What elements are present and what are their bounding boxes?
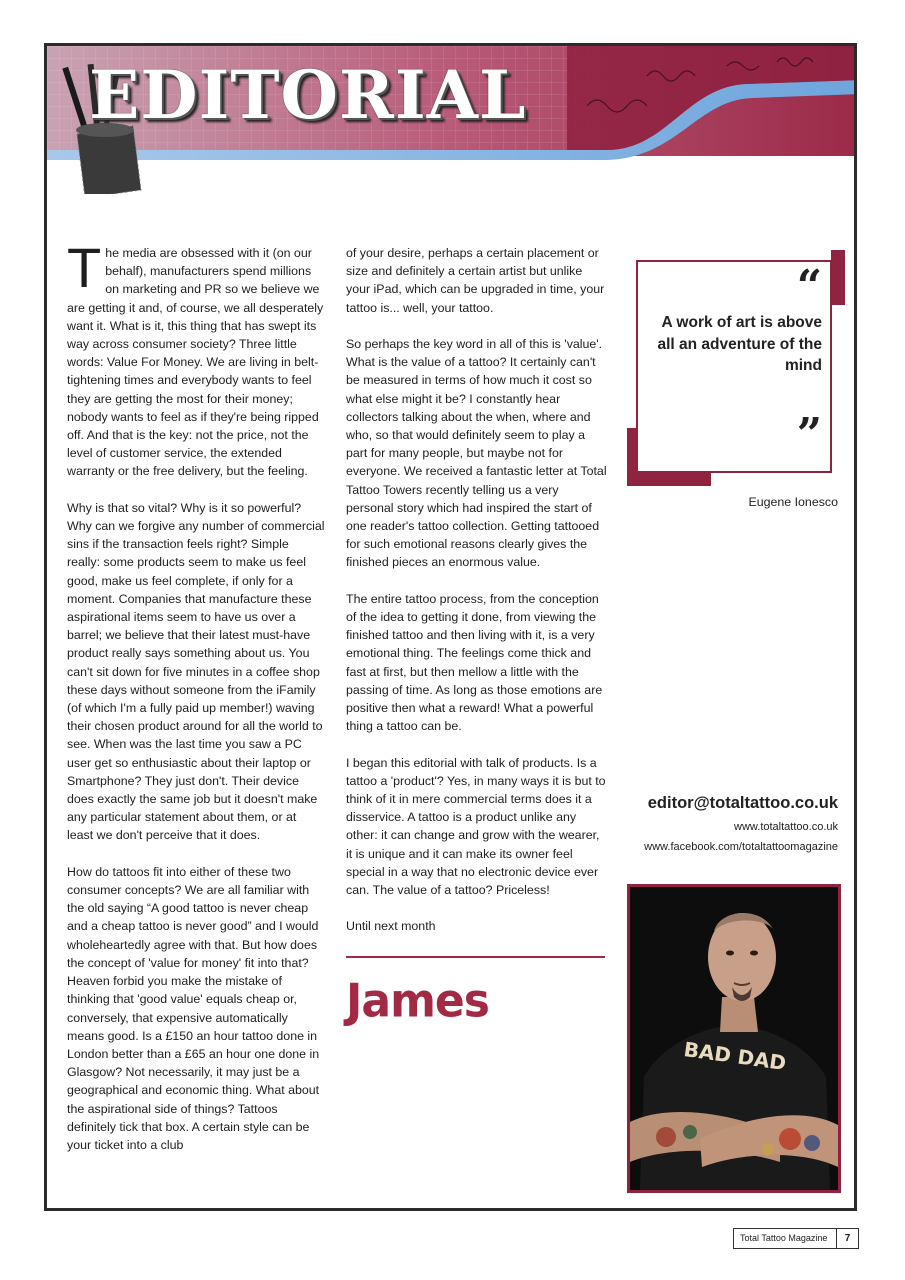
article-paragraph: I began this editorial with talk of products. Is a tattoo a 'product'? Yes, in many ways it is but to think of it in mere commercial terms does it a disservice. A tattoo is a product unlike any other: it can change and grow with the wearer, it is unique and it can make its owner feel special in a way that no electronic device ever can. The value of a tattoo? Priceless! [346, 755, 606, 898]
quote-box [636, 260, 832, 473]
paragraph-text: he media are obsessed with it (on our behalf), manufacturers spend millions on marketing and PR so we believe we are getting it and, of course, we all desperately want it. What is it, this thing that has swept its way across consumer society? Three little words: Value For Money. We are living in belt-tightening times and everybody wants to feel they are getting the most for their money; nobody wants to feel as if they're being ripped off. And that is the key: not the price, not the level of customer service, the extended warranty or the free delivery, but the feeling. [67, 246, 324, 479]
quote-accent [627, 472, 711, 486]
page-frame [44, 43, 857, 1211]
magazine-name: Total Tattoo Magazine [733, 1228, 837, 1249]
quote-author: Eugene Ionesco [748, 495, 838, 509]
editor-email-link[interactable]: editor@totaltattoo.co.uk [647, 794, 838, 812]
article-paragraph: of your desire, perhaps a certain placement or size and definitely a certain artist but unlike your iPad, which can be upgraded in time, your tattoo is... well, your tattoo. [346, 246, 605, 315]
facebook-link[interactable]: www.facebook.com/totaltattoomagazine [644, 841, 838, 853]
pull-quote [627, 250, 845, 486]
header-banner [47, 46, 857, 166]
page-footer [733, 1228, 859, 1249]
article-paragraph [67, 236, 325, 481]
article-column-1 [67, 236, 325, 1172]
article-paragraph: Why is that so vital? Why is it so powerful? Why can we forgive any number of commercial sins if the transaction feels right? Simple really: some products seem to make us feel good, make us feel complete, if only for a moment. Companies that manufacture these aspirational items seem to have us over a barrel; we believe that their latest must-have product really says something about us. You can't sit down for five minutes in a coffee shop these days without someone from the iFamily (of which I'm a fully paid up member!) waving their chosen product around for all the world to see. When was the last time you saw a PC user get so enthusiastic about their laptop or Smartphone? They just don't. Their device does exactly the same job but it doesn't make any particular statement about them, or at least we don't perceive that it does. [67, 500, 325, 843]
website-link[interactable]: www.totaltattoo.co.uk [734, 821, 838, 833]
shirt-text: BAD DAD [682, 1037, 788, 1076]
signature-divider [346, 956, 605, 958]
article-paragraph: So perhaps the key word in all of this is 'value'. What is the value of a tattoo? It certainly can't be measured in terms of how much it cost so what else might it be? I constantly hear collectors talking about the when, where and who, so that would definitely seem to play a part for many people, but maybe not for everyone. We received a fantastic letter at Total Tattoo Towers recently telling us a very personal story which had inspired the start of one reader's tattoo collection. Getting tattooed for such emotional reasons clearly gives the finished pieces an enormous value. [346, 337, 607, 570]
article-paragraph: How do tattoos fit into either of these two consumer concepts? We are all familiar with the old saying “A good tattoo is never cheap and a cheap tattoo is never good” and I would wholeheartedly agree with that. But how does the concept of 'value for money' fit into that? Heaven forbid you make the mistake of thinking that 'good value' equals cheap or, conversely, that expensive automatically means good. Is a £150 an hour tattoo done in London better than a £65 an hour one done in Glasgow? Not necessarily, it may just be a geographical and economic thing. What about the aspirational side of things? Tattoos definitely tick that box. A certain style can be your ticket into a club [67, 864, 320, 1152]
editor-portrait-image [630, 887, 838, 1190]
article-paragraph: The entire tattoo process, from the conception of the idea to getting it done, from viewing the finished tattoo and then living with it, is a very emotional thing. The feelings come thick and fast at first, but then mellow a little with the passing of time. As long as those emotions are positive then what a reward! What a powerful thing a tattoo can be. [346, 591, 603, 734]
close-quote-icon: ” [796, 409, 822, 460]
open-quote-icon: “ [796, 261, 822, 312]
page-number: 7 [837, 1228, 859, 1249]
quote-accent [831, 250, 845, 305]
quote-text: A work of art is above all an adventure of the mind [657, 314, 822, 374]
editor-photo [627, 884, 841, 1193]
article-column-2 [346, 244, 608, 954]
article-paragraph: Until next month [346, 919, 436, 934]
page-title: EDITORIAL [89, 56, 527, 134]
editor-signature: James [346, 974, 489, 1029]
drop-cap: T [67, 236, 102, 299]
